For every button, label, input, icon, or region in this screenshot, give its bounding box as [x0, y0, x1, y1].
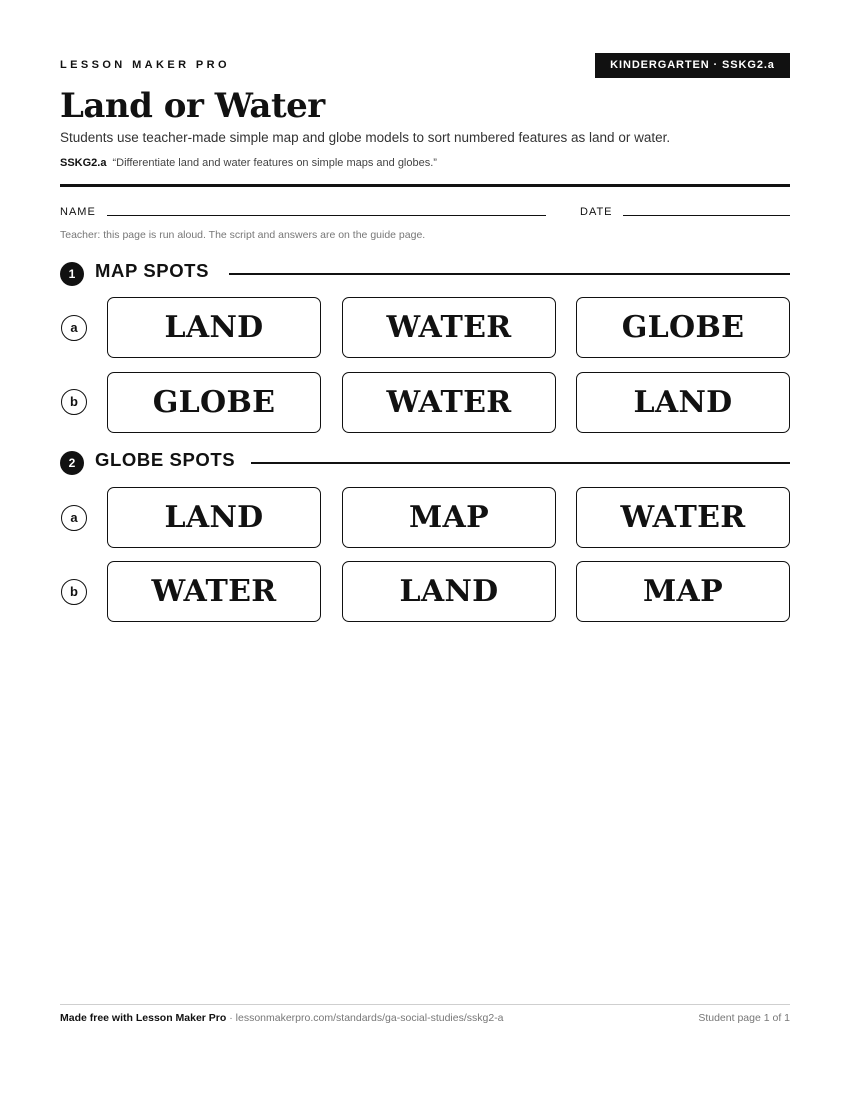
name-field[interactable] [107, 215, 546, 216]
footer-divider [60, 1004, 790, 1005]
section-title: GLOBE SPOTS [95, 449, 236, 470]
teacher-note: Teacher: this page is run aloud. The script and answers are on the guide page. [60, 229, 426, 241]
sort-card[interactable]: MAP [342, 487, 556, 548]
section-globe-spots [60, 449, 790, 473]
page-title: Land or Water [60, 86, 325, 126]
header-divider [60, 184, 790, 187]
sort-card[interactable]: GLOBE [576, 297, 790, 358]
footer-separator: · [226, 1012, 236, 1024]
sort-card[interactable]: WATER [342, 297, 556, 358]
footer-page-number: Student page 1 of 1 [698, 1012, 790, 1024]
section-number-badge: 2 [60, 451, 84, 475]
sort-card[interactable]: LAND [342, 561, 556, 622]
sort-card[interactable]: WATER [576, 487, 790, 548]
row-letter: a [61, 505, 87, 531]
sort-card[interactable]: LAND [107, 487, 321, 548]
section-map-spots [60, 260, 790, 284]
brand-name: LESSON MAKER PRO [60, 59, 230, 71]
page-subtitle: Students use teacher-made simple map and globe models to sort numbered features as land or water. [60, 130, 671, 145]
grade-standard-badge: KINDERGARTEN · SSKG2.a [595, 53, 790, 78]
sort-card[interactable]: WATER [107, 561, 321, 622]
section-title: MAP SPOTS [95, 260, 210, 281]
date-field[interactable] [623, 215, 790, 216]
date-label: DATE [580, 206, 613, 218]
section-number-badge: 1 [60, 262, 84, 286]
row-letter: b [61, 579, 87, 605]
section-divider [251, 462, 790, 464]
footer-made-with: Made free with Lesson Maker Pro [60, 1012, 227, 1024]
row-letter: b [61, 389, 87, 415]
row-letter: a [61, 315, 87, 341]
standard-line [60, 157, 437, 169]
section-divider [229, 273, 790, 275]
sort-card[interactable]: MAP [576, 561, 790, 622]
name-label: NAME [60, 206, 96, 218]
standard-code: SSKG2.a [60, 157, 107, 169]
footer-credit [60, 1012, 504, 1024]
sort-card[interactable]: LAND [576, 372, 790, 433]
sort-card[interactable]: WATER [342, 372, 556, 433]
footer-url-link[interactable]: lessonmakerpro.com/standards/ga-social-studies/sskg2-a [235, 1012, 504, 1024]
sort-card[interactable]: GLOBE [107, 372, 321, 433]
standard-text: “Differentiate land and water features on simple maps and globes.” [112, 157, 437, 169]
sort-card[interactable]: LAND [107, 297, 321, 358]
